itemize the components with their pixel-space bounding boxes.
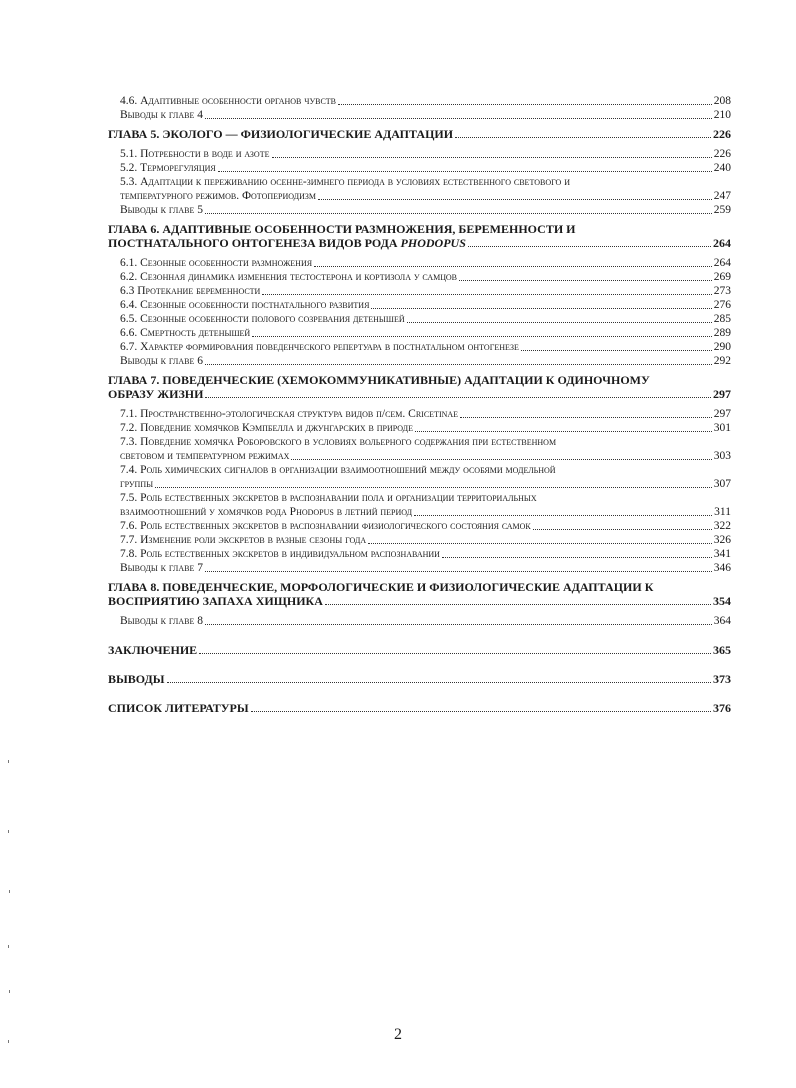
toc-entry <box>108 284 731 298</box>
toc-entry-page: 301 <box>713 422 731 434</box>
toc-entry-page: 273 <box>713 285 731 297</box>
toc-entry <box>108 298 731 312</box>
toc-entry-page: 285 <box>713 313 731 325</box>
leader-dots <box>167 682 711 683</box>
scan-speck <box>8 1040 9 1043</box>
table-of-contents <box>108 94 731 715</box>
toc-entry-page: 269 <box>713 271 731 283</box>
leader-dots <box>460 417 712 418</box>
scan-speck <box>8 945 9 948</box>
chapter-page: 226 <box>713 127 731 141</box>
toc-entry-page: 364 <box>713 615 731 627</box>
chapter-title: ЗАКЛЮЧЕНИЕ <box>108 643 198 657</box>
toc-entry-title: Выводы к главе 5 <box>120 204 203 216</box>
toc-chapter-7 <box>108 387 731 401</box>
chapter-title-genus: PHODOPUS <box>400 236 466 250</box>
leader-dots <box>414 515 712 516</box>
toc-entry <box>108 326 731 340</box>
toc-entry-line: 7.5. Роль естественных экскретов в распознавании пола и организации территориальных <box>120 492 537 504</box>
toc-entry-title: 7.6. Роль естественных экскретов в распознавании физиологического состояния самок <box>120 520 531 532</box>
toc-entry-page: 240 <box>713 162 731 174</box>
leader-dots <box>155 487 712 488</box>
toc-entry-title: Выводы к главе 8 <box>120 615 203 627</box>
toc-entry <box>108 547 731 561</box>
toc-entry-page: 259 <box>713 204 731 216</box>
leader-dots <box>455 137 711 138</box>
chapter-title <box>108 236 466 250</box>
chapter-title-line: ГЛАВА 6. АДАПТИВНЫЕ ОСОБЕННОСТИ РАЗМНОЖЕНИЯ, БЕРЕМЕННОСТИ И <box>108 222 576 236</box>
toc-chapter-5 <box>108 127 731 141</box>
toc-entry-title: 6.5. Сезонные особенности полового созревания детенышей <box>120 313 405 325</box>
toc-entry-page: 208 <box>713 95 731 107</box>
toc-entry <box>108 614 731 628</box>
leader-dots <box>442 557 712 558</box>
toc-entry-page: 307 <box>713 478 731 490</box>
toc-entry <box>108 161 731 175</box>
toc-entry <box>108 270 731 284</box>
leader-dots <box>291 459 711 460</box>
toc-entry-title: 7.1. Пространственно-этологическая структура видов п/сем. Cricetinae <box>120 408 459 420</box>
toc-entry-page: 264 <box>713 257 731 269</box>
leader-dots <box>262 294 711 295</box>
toc-entry-page: 292 <box>713 355 731 367</box>
toc-entry <box>108 340 731 354</box>
toc-entry-title: 7.7. Изменение роли экскретов в разные сезоны года <box>120 534 367 546</box>
leader-dots <box>205 571 712 572</box>
toc-entry-page: 322 <box>713 520 731 532</box>
toc-entry-title: 6.4. Сезонные особенности постнатального развития <box>120 299 370 311</box>
chapter-title: ГЛАВА 5. ЭКОЛОГО — ФИЗИОЛОГИЧЕСКИЕ АДАПТАЦИИ <box>108 127 454 141</box>
toc-entry <box>108 421 731 435</box>
leader-dots <box>521 350 712 351</box>
leader-dots <box>272 157 712 158</box>
chapter-title-line: ГЛАВА 7. ПОВЕДЕНЧЕСКИЕ (ХЕМОКОММУНИКАТИВНЫЕ) АДАПТАЦИИ К ОДИНОЧНОМУ <box>108 373 650 387</box>
leader-dots <box>533 529 712 530</box>
toc-entry-title: Выводы к главе 4 <box>120 109 203 121</box>
chapter-title: ВОСПРИЯТИЮ ЗАПАХА ХИЩНИКА <box>108 594 323 608</box>
toc-entry-page: 297 <box>713 408 731 420</box>
toc-entry-page: 346 <box>713 562 731 574</box>
toc-entry-title: 5.1. Потребности в воде и азоте <box>120 148 270 160</box>
leader-dots <box>205 397 711 398</box>
leader-dots <box>199 653 711 654</box>
leader-dots <box>371 308 711 309</box>
toc-entry-page: 210 <box>713 109 731 121</box>
leader-dots <box>459 280 712 281</box>
toc-entry-page: 289 <box>713 327 731 339</box>
scan-speck <box>9 990 10 993</box>
toc-entry-title: Выводы к главе 6 <box>120 355 203 367</box>
chapter-title: ОБРАЗУ ЖИЗНИ <box>108 387 204 401</box>
page-number: 2 <box>394 1026 402 1043</box>
toc-entry-page: 311 <box>714 506 731 518</box>
toc-entry-page: 290 <box>713 341 731 353</box>
toc-entry-page: 303 <box>713 450 731 462</box>
chapter-page: 376 <box>713 701 731 715</box>
toc-entry-title: 6.3 Протекание беременности <box>120 285 261 297</box>
toc-entry <box>108 477 731 491</box>
leader-dots <box>468 246 711 247</box>
chapter-title-text: ПОСТНАТАЛЬНОГО ОНТОГЕНЕЗА ВИДОВ РОДА <box>108 236 398 250</box>
chapter-page: 297 <box>713 387 731 401</box>
leader-dots <box>368 543 712 544</box>
toc-entry-page: 276 <box>713 299 731 311</box>
toc-entry-title: световом и температурном режимах <box>120 450 290 462</box>
leader-dots <box>252 336 712 337</box>
toc-entry-title: 6.6. Смертность детенышей <box>120 327 251 339</box>
chapter-title-line: ГЛАВА 8. ПОВЕДЕНЧЕСКИЕ, МОРФОЛОГИЧЕСКИЕ И ФИЗИОЛОГИЧЕСКИЕ АДАПТАЦИИ К <box>108 580 654 594</box>
toc-entry <box>108 256 731 270</box>
toc-findings <box>108 672 731 686</box>
leader-dots <box>205 213 712 214</box>
leader-dots <box>251 711 711 712</box>
toc-entry-title: температурного режимов. Фотопериодизм <box>120 190 316 202</box>
toc-entry <box>108 147 731 161</box>
toc-entry-title: группы <box>120 478 154 490</box>
toc-entry-title: 6.2. Сезонная динамика изменения тестостерона и кортизола у самцов <box>120 271 458 283</box>
toc-entry <box>108 505 731 519</box>
toc-entry-title: 6.7. Характер формирования поведенческого репертуара в постнатальном онтогенезе <box>120 341 519 353</box>
toc-entry-title: 4.6. Адаптивные особенности органов чувств <box>120 95 337 107</box>
chapter-title: ВЫВОДЫ <box>108 672 165 686</box>
chapter-title: СПИСОК ЛИТЕРАТУРЫ <box>108 701 249 715</box>
toc-entry <box>108 312 731 326</box>
toc-conclusion <box>108 643 731 657</box>
toc-entry-page: 326 <box>713 534 731 546</box>
scan-speck <box>8 760 9 763</box>
toc-entry <box>108 189 731 203</box>
toc-entry-line: 7.3. Поведение хомячка Роборовского в условиях вольерного содержания при естественном <box>120 436 557 448</box>
leader-dots <box>325 604 711 605</box>
scan-speck <box>8 830 9 833</box>
chapter-page: 264 <box>713 236 731 250</box>
toc-entry <box>108 407 731 421</box>
leader-dots <box>318 199 712 200</box>
scan-speck <box>9 890 10 893</box>
leader-dots <box>218 171 712 172</box>
chapter-page: 354 <box>713 594 731 608</box>
leader-dots <box>205 364 712 365</box>
toc-entry <box>108 533 731 547</box>
leader-dots <box>205 624 712 625</box>
toc-entry-page: 247 <box>713 190 731 202</box>
toc-entry-title: 7.8. Роль естественных экскретов в индивидуальном распознавании <box>120 548 440 560</box>
toc-chapter-8 <box>108 594 731 608</box>
leader-dots <box>407 322 712 323</box>
toc-entry-title: 7.2. Поведение хомячков Кэмпбелла и джунгарских в природе <box>120 422 414 434</box>
toc-bibliography <box>108 701 731 715</box>
toc-entry <box>108 561 731 575</box>
leader-dots <box>314 266 712 267</box>
chapter-page: 373 <box>713 672 731 686</box>
toc-entry-title: Выводы к главе 7 <box>120 562 203 574</box>
toc-entry <box>108 108 731 122</box>
toc-entry <box>108 519 731 533</box>
toc-entry-title: 6.1. Сезонные особенности размножения <box>120 257 313 269</box>
leader-dots <box>205 118 712 119</box>
toc-entry-page: 341 <box>713 548 731 560</box>
toc-entry-line: 5.3. Адаптации к переживанию осенне-зимнего периода в условиях естественного светового и <box>120 176 570 188</box>
toc-entry-title: взаимоотношений у хомячков рода Phodopus в летний период <box>120 506 413 518</box>
leader-dots <box>415 431 712 432</box>
toc-entry-title: 5.2. Терморегуляция <box>120 162 216 174</box>
toc-chapter-6 <box>108 236 731 250</box>
toc-entry <box>108 354 731 368</box>
toc-entry <box>108 203 731 217</box>
toc-entry <box>108 449 731 463</box>
chapter-page: 365 <box>713 643 731 657</box>
toc-entry-page: 226 <box>713 148 731 160</box>
toc-entry-line: 7.4. Роль химических сигналов в организации взаимоотношений между особями модельной <box>120 464 556 476</box>
leader-dots <box>338 104 712 105</box>
toc-entry <box>108 94 731 108</box>
